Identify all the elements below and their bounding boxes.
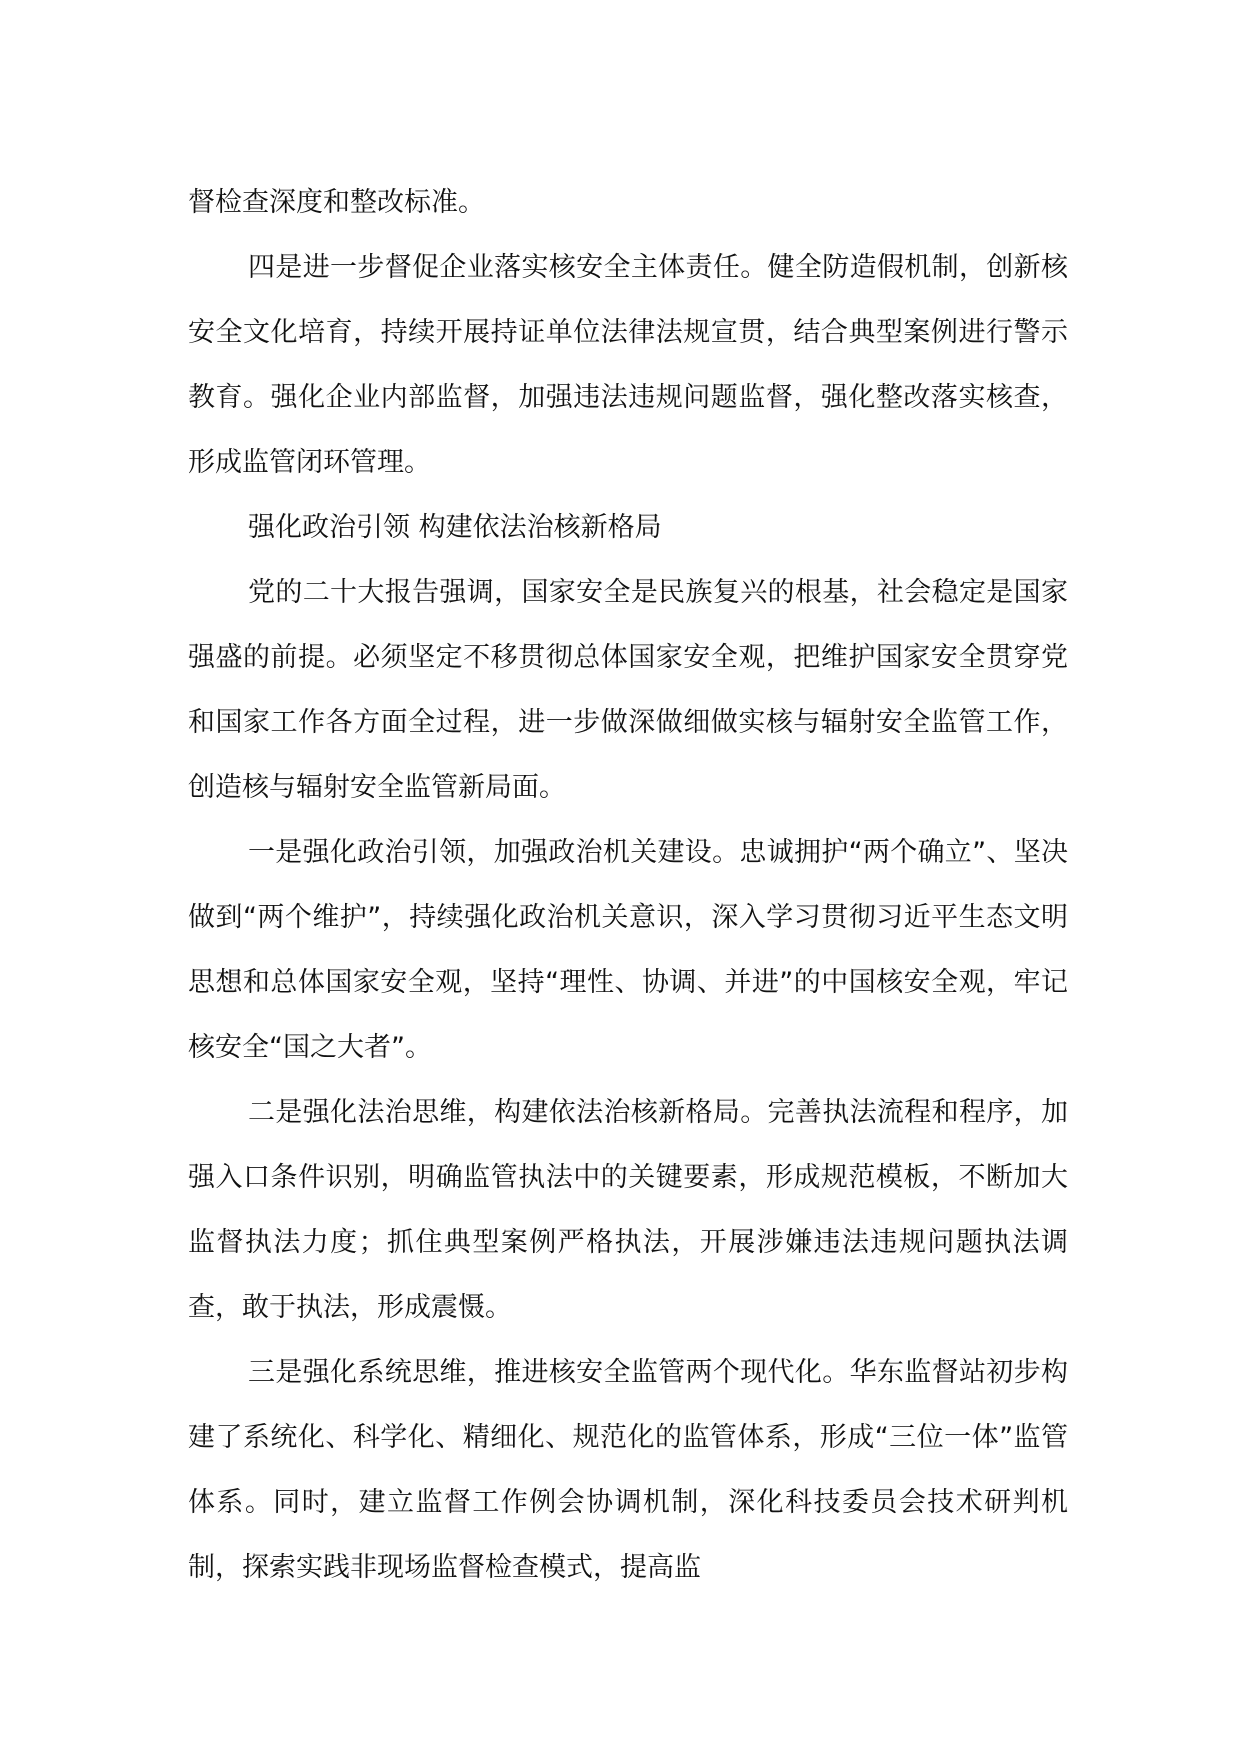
paragraph-3: 党的二十大报告强调，国家安全是民族复兴的根基，社会稳定是国家强盛的前提。必须坚定不移贯彻总体国家安全观，把维护国家安全贯穿党和国家工作各方面全过程，进一步做深做细做实核与辐射安全监管工作，创造核与辐射安全监管新局面。 xyxy=(188,577,1068,803)
paragraph-5: 二是强化法治思维，构建依法治核新格局。完善执法流程和程序，加强入口条件识别，明确监管执法中的关键要素，形成规范模板，不断加大监督执法力度；抓住典型案例严格执法，开展涉嫌违法违规问题执法调查，敢于执法，形成震慑。 xyxy=(188,1097,1068,1323)
paragraph-2: 四是进一步督促企业落实核安全主体责任。健全防造假机制，创新核安全文化培育，持续开展持证单位法律法规宣贯，结合典型案例进行警示教育。强化企业内部监督，加强违法违规问题监督，强化整改落实核查，形成监管闭环管理。 xyxy=(188,252,1068,478)
paragraph-4: 一是强化政治引领，加强政治机关建设。忠诚拥护“两个确立”、坚决做到“两个维护”，持续强化政治机关意识，深入学习贯彻习近平生态文明思想和总体国家安全观，坚持“理性、协调、并进”的中国核安全观，牢记核安全“国之大者”。 xyxy=(188,837,1068,1063)
paragraph-6: 三是强化系统思维，推进核安全监管两个现代化。华东监督站初步构建了系统化、科学化、精细化、规范化的监管体系，形成“三位一体”监管体系。同时，建立监督工作例会协调机制，深化科技委员会技术研判机制，探索实践非现场监督检查模式，提高监 xyxy=(188,1357,1068,1583)
section-heading: 强化政治引领 构建依法治核新格局 xyxy=(248,512,662,543)
paragraph-1: 督检查深度和整改标准。 xyxy=(188,187,485,218)
document-body xyxy=(188,170,1068,1600)
